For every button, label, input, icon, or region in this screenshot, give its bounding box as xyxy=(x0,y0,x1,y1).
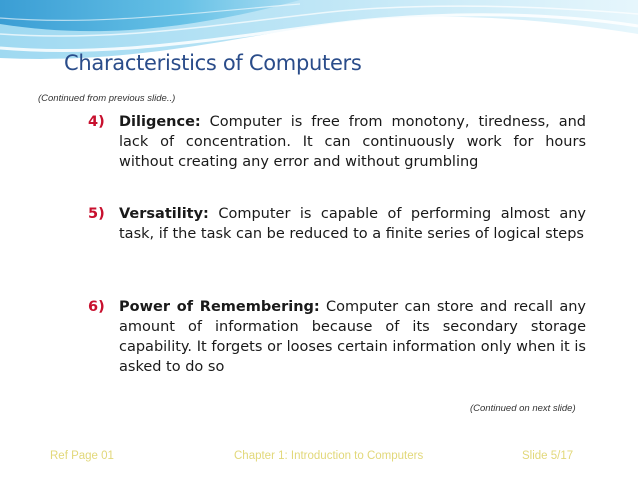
item-number: 5) xyxy=(88,206,105,222)
footer-ref-page: Ref Page 01 xyxy=(50,450,114,462)
item-term: Versatility: xyxy=(119,206,209,222)
list-item-versatility xyxy=(88,204,586,244)
item-body xyxy=(119,297,586,377)
list-item-power-of-remembering xyxy=(88,297,586,377)
item-term: Diligence: xyxy=(119,114,201,130)
item-term: Power of Remembering: xyxy=(119,299,320,315)
item-body xyxy=(119,112,586,172)
footer-chapter: Chapter 1: Introduction to Computers xyxy=(234,450,424,462)
item-text: Computer is free from monotony, tiredness, and lack of concentration. It can continuously work for hours without creating any error and without grumbling xyxy=(119,114,586,170)
item-body xyxy=(119,204,586,244)
list-item-diligence xyxy=(88,112,586,172)
item-text: Computer can store and recall any amount of information because of its secondary storage capability. It forgets or looses certain information only when it is asked to do so xyxy=(119,299,586,375)
item-number: 4) xyxy=(88,114,105,130)
continued-next-note: (Continued on next slide) xyxy=(470,403,576,414)
slide-title: Characteristics of Computers xyxy=(64,51,362,75)
footer-slide-number: Slide 5/17 xyxy=(522,450,574,462)
continued-from-note: (Continued from previous slide..) xyxy=(38,93,176,104)
item-number: 6) xyxy=(88,299,105,315)
item-text: Computer is capable of performing almost any task, if the task can be reduced to a finite series of logical steps xyxy=(119,206,586,242)
